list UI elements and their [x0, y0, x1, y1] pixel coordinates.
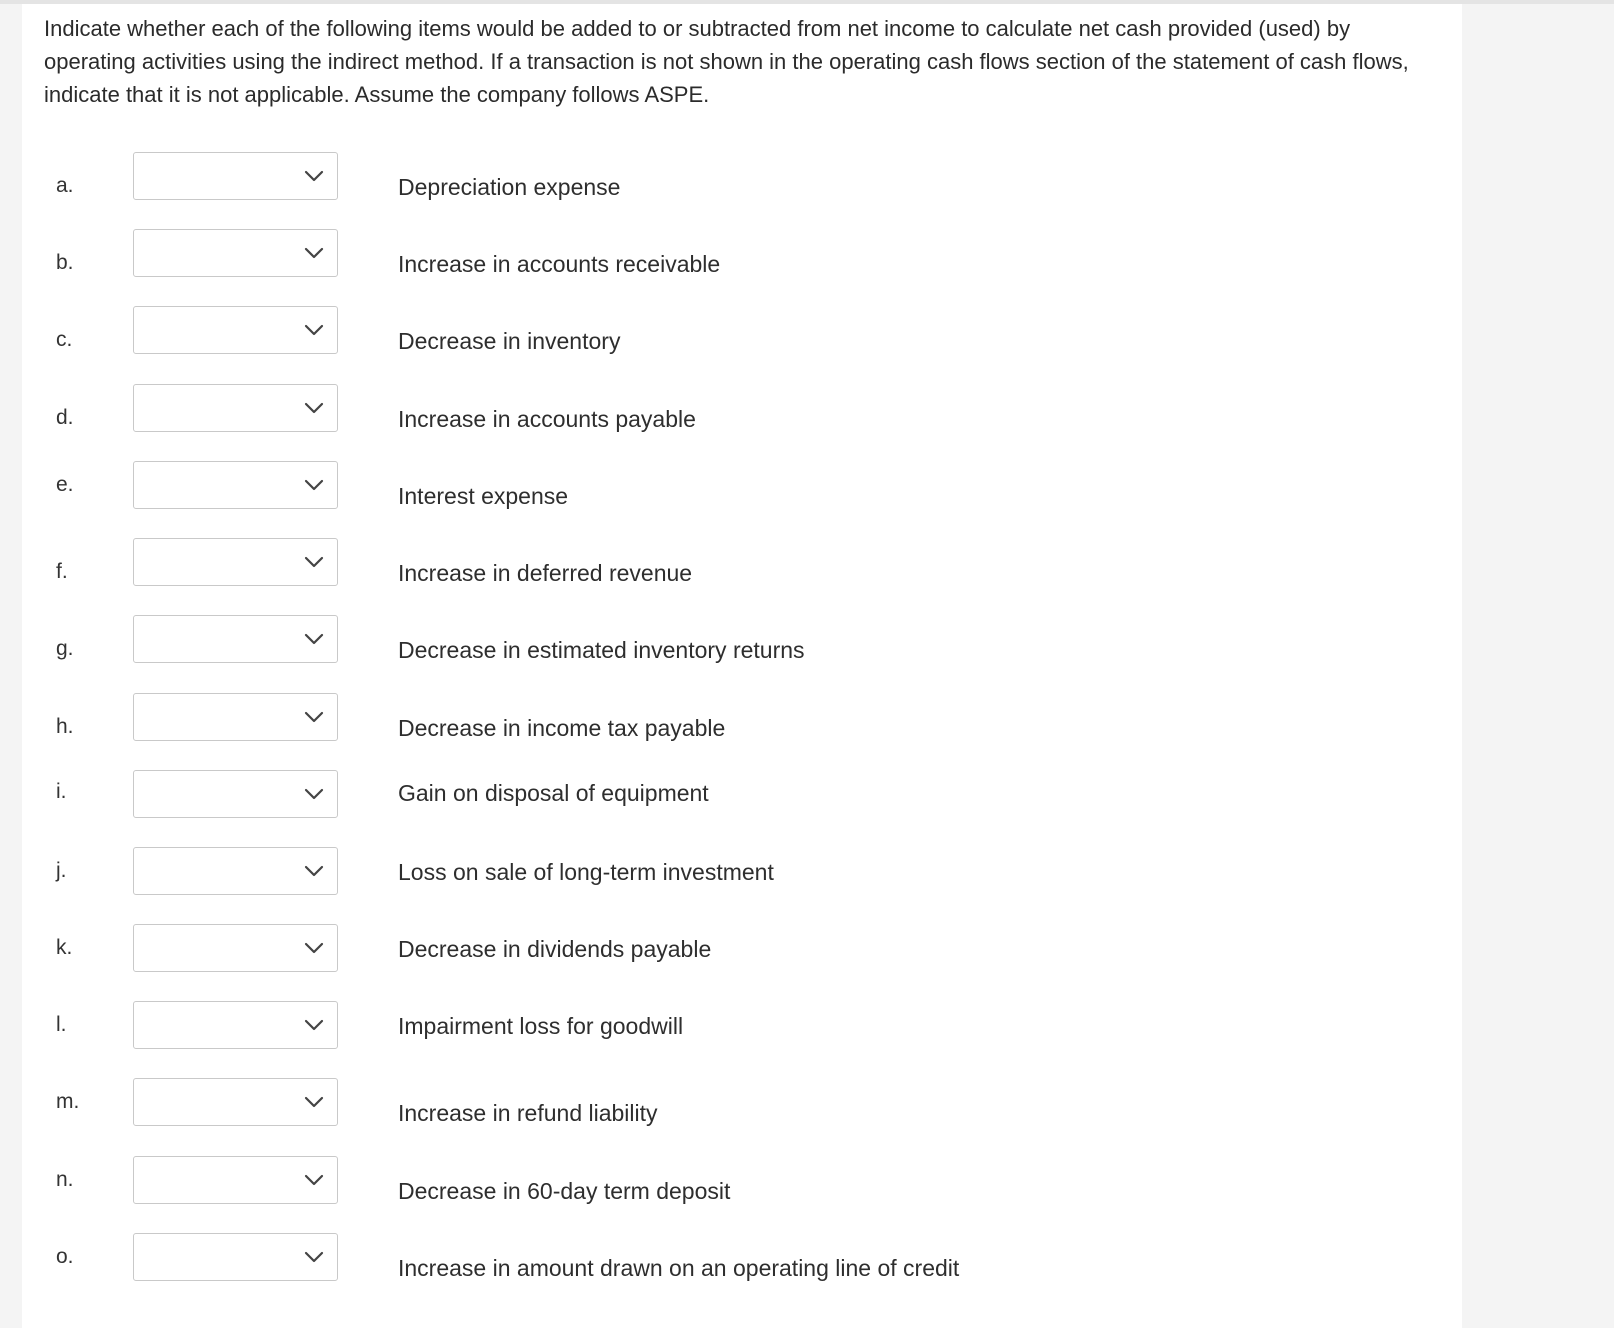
item-description: Increase in deferred revenue	[398, 560, 693, 586]
item-letter: d.	[56, 406, 74, 429]
item-letter: a.	[56, 174, 74, 197]
item-row-g	[22, 615, 1462, 671]
question-panel	[22, 4, 1462, 1328]
item-row-l	[22, 1001, 1462, 1057]
item-row-h	[22, 693, 1462, 749]
chevron-down-icon	[303, 787, 325, 801]
item-letter: n.	[56, 1168, 74, 1191]
answer-select[interactable]	[133, 1233, 338, 1281]
item-row-a	[22, 152, 1462, 208]
item-row-d	[22, 384, 1462, 440]
item-letter: i.	[56, 780, 67, 803]
item-row-c	[22, 306, 1462, 362]
chevron-down-icon	[303, 1173, 325, 1187]
chevron-down-icon	[303, 555, 325, 569]
question-text: Indicate whether each of the following items would be added to or subtracted from net income to calculate net cash provided (used) by operating activities using the indirect method. If a transaction is not shown in the operating cash flows section of the statement of cash flows, indicate that it is not applicable. Assume the company follows ASPE.	[44, 16, 1409, 107]
chevron-down-icon	[303, 1250, 325, 1264]
item-row-k	[22, 924, 1462, 980]
item-description: Increase in refund liability	[398, 1100, 658, 1126]
answer-select[interactable]	[133, 1001, 338, 1049]
item-row-i	[22, 770, 1462, 826]
answer-select[interactable]	[133, 461, 338, 509]
chevron-down-icon	[303, 1018, 325, 1032]
answer-select[interactable]	[133, 229, 338, 277]
item-description: Increase in accounts payable	[398, 406, 696, 432]
item-row-b	[22, 229, 1462, 285]
item-description: Impairment loss for goodwill	[398, 1013, 684, 1039]
answer-select[interactable]	[133, 152, 338, 200]
item-letter: h.	[56, 715, 74, 738]
chevron-down-icon	[303, 941, 325, 955]
item-description: Decrease in income tax payable	[398, 715, 726, 741]
item-row-m	[22, 1078, 1462, 1134]
chevron-down-icon	[303, 1095, 325, 1109]
item-row-n	[22, 1156, 1462, 1212]
chevron-down-icon	[303, 246, 325, 260]
item-letter: k.	[56, 936, 73, 959]
chevron-down-icon	[303, 864, 325, 878]
answer-select[interactable]	[133, 1156, 338, 1204]
chevron-down-icon	[303, 632, 325, 646]
item-row-e	[22, 461, 1462, 517]
item-letter: c.	[56, 328, 73, 351]
answer-select[interactable]	[133, 538, 338, 586]
item-letter: e.	[56, 473, 74, 496]
item-description: Increase in accounts receivable	[398, 251, 721, 277]
item-description: Decrease in dividends payable	[398, 936, 712, 962]
answer-select[interactable]	[133, 847, 338, 895]
answer-select[interactable]	[133, 306, 338, 354]
item-description: Decrease in estimated inventory returns	[398, 637, 805, 663]
item-letter: b.	[56, 251, 74, 274]
item-letter: j.	[56, 859, 67, 882]
item-row-f	[22, 538, 1462, 594]
item-description: Increase in amount drawn on an operating line of credit	[398, 1255, 960, 1281]
chevron-down-icon	[303, 710, 325, 724]
item-description: Decrease in 60-day term deposit	[398, 1178, 731, 1204]
item-description: Gain on disposal of equipment	[398, 780, 709, 806]
item-description: Decrease in inventory	[398, 328, 621, 354]
item-description: Depreciation expense	[398, 174, 621, 200]
chevron-down-icon	[303, 478, 325, 492]
item-letter: f.	[56, 560, 68, 583]
chevron-down-icon	[303, 401, 325, 415]
answer-select[interactable]	[133, 384, 338, 432]
item-letter: m.	[56, 1090, 80, 1113]
answer-select[interactable]	[133, 924, 338, 972]
item-description: Loss on sale of long-term investment	[398, 859, 774, 885]
chevron-down-icon	[303, 169, 325, 183]
item-letter: g.	[56, 637, 74, 660]
item-letter: l.	[56, 1013, 67, 1036]
answer-select[interactable]	[133, 693, 338, 741]
item-description: Interest expense	[398, 483, 569, 509]
item-row-j	[22, 847, 1462, 903]
item-row-o	[22, 1233, 1462, 1289]
answer-select[interactable]	[133, 615, 338, 663]
answer-select[interactable]	[133, 770, 338, 818]
item-letter: o.	[56, 1245, 74, 1268]
answer-select[interactable]	[133, 1078, 338, 1126]
chevron-down-icon	[303, 323, 325, 337]
